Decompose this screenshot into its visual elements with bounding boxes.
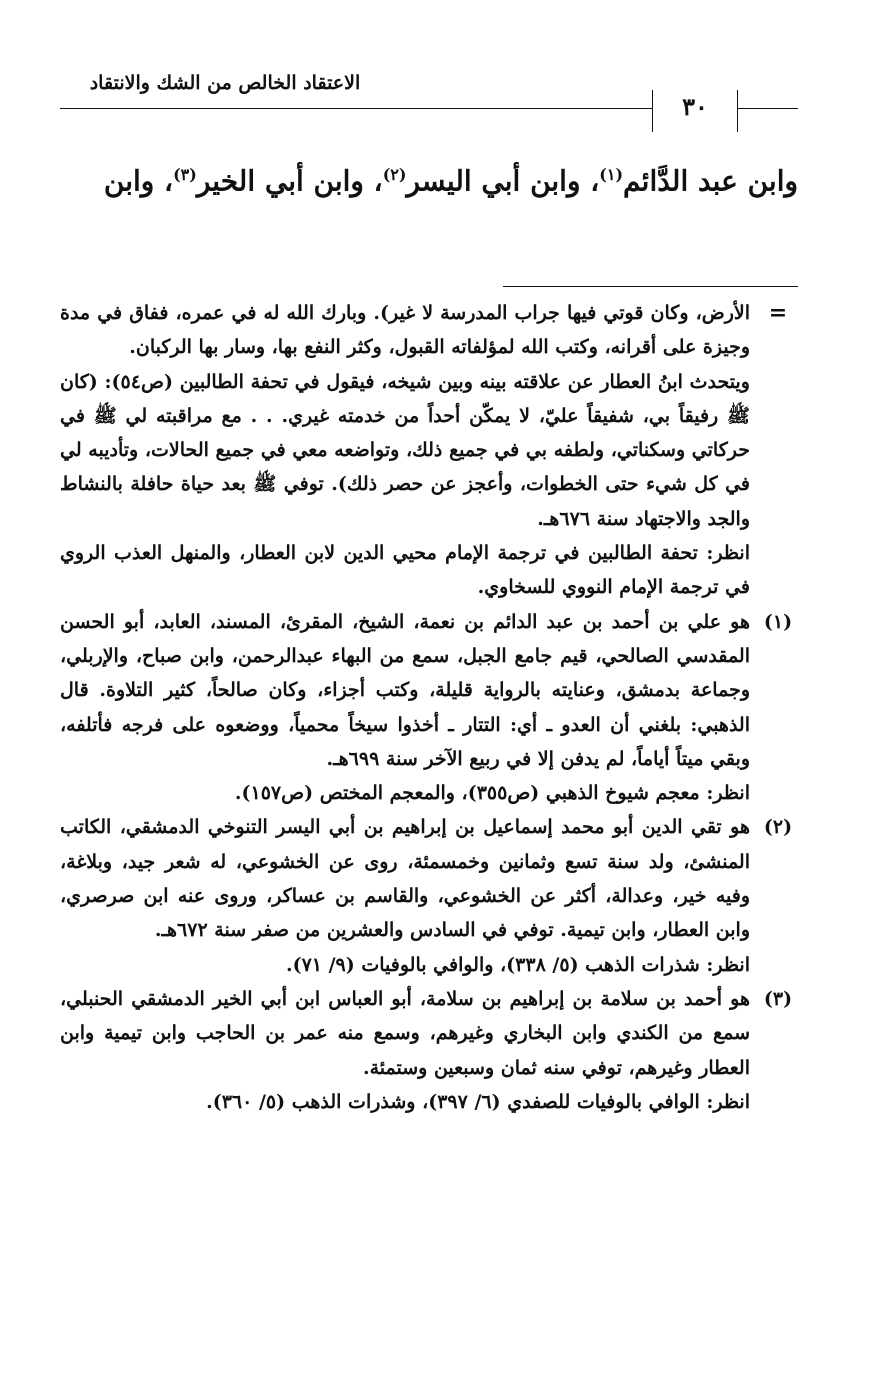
footnote-paragraph: انظر: معجم شيوخ الذهبي (ص٣٥٥)، والمعجم المختص (ص١٥٧).	[234, 782, 750, 805]
footnote-paragraph: انظر: تحفة الطالبين في ترجمة الإمام محيي الدين لابن العطار، والمنهل العذب الروي في ترجمة الإمام النووي للسخاوي.	[60, 542, 750, 599]
main-text-segment: وابن عبد الدَّائم	[623, 164, 798, 198]
footnote-2	[60, 810, 798, 981]
footnote-1	[60, 605, 798, 811]
footnote-number: (٢)	[763, 816, 793, 839]
main-text-line	[60, 148, 798, 208]
footnote-number: (٣)	[763, 987, 793, 1010]
footnote-ref: (٣)	[173, 165, 197, 184]
page-number: ٣٠	[682, 92, 708, 121]
footnote-ref: (١)	[599, 165, 624, 184]
footnote-separator	[503, 286, 798, 287]
footnote-paragraph: الأرض، وكان قوتي فيها جراب المدرسة لا غير). وبارك الله له في عمره، ففاق في مدة وجيزة على أقرانه، وكتب الله لمؤلفاته القبول، وكثر النفع بها، وسار بها الركبان.	[60, 302, 750, 359]
footnote-paragraph: هو علي بن أحمد بن عبد الدائم بن نعمة، الشيخ، المقرئ، المسند، العابد، أبو الحسن المقدسي الصالحي، قيم جامع الجبل، سمع من البهاء عبدالرحمن، وابن صباح، والإربلي، وجماعة بدمشق، وعنايته بالرواية قليلة، وكتب أجزاء، وكان صالحاً، كثير التلاوة. قال الذهبي: بلغني أن العدو ـ أي: التتار ـ أخذوا سيخاً محمياً، ووضعوه على فرجه فأتلفه، وبقي ميتاً أياماً، لم يدفن إلا في ربيع الآخر سنة ٦٩٩هـ.	[60, 610, 750, 770]
footnote-3	[60, 982, 798, 1119]
footnote-ref: (٢)	[382, 165, 407, 184]
footnote-paragraph: هو أحمد بن سلامة بن إبراهيم بن سلامة، أبو العباس ابن أبي الخير الدمشقي الحنبلي، سمع من الكندي وابن البخاري وغيرهم، وسمع منه عمر بن الحاجب وابن تيمية وابن العطار وغيرهم، توفي سنه ثمان وسبعين وستمئة.	[60, 987, 750, 1079]
footnote-paragraph: ويتحدث ابنُ العطار عن علاقته بينه وبين شيخه، فيقول في تحفة الطالبين (ص٥٤): (كان ﷺ رفيقاً بي، شفيقاً عليّ، لا يمكّن أحداً من خدمته غيري. . . مع مراقبته لي ﷺ في حركاتي وسكناتي، ولطفه بي في جميع ذلك، وتواضعه معي في جميع الحالات، وتأديبه لي في كل شيء حتى الخطوات، وأعجز عن حصر ذلك). توفي ﷺ بعد حياة حافلة بالنشاط والجد والاجتهاد سنة ٦٧٦هـ.	[60, 370, 750, 530]
footnote-continuation	[60, 296, 798, 605]
footnote-paragraph: انظر: شذرات الذهب (٥/ ٣٣٨)، والوافي بالوفيات (٩/ ٧١).	[285, 953, 750, 976]
running-title: الاعتقاد الخالص من الشك والانتقاد	[89, 72, 361, 94]
footnote-paragraph: انظر: الوافي بالوفيات للصفدي (٦/ ٣٩٧)، وشذرات الذهب (٥/ ٣٦٠).	[206, 1090, 750, 1113]
main-text-segment: ، وابن	[103, 164, 174, 198]
header-rule	[60, 108, 652, 109]
footnote-number: (١)	[763, 610, 793, 633]
header-rule-right	[738, 108, 798, 109]
main-text-segment: ، وابن أبي اليسر	[406, 164, 600, 198]
footnote-paragraph: هو تقي الدين أبو محمد إسماعيل بن إبراهيم بن أبي اليسر التنوخي الدمشقي، الكاتب المنشئ، ولد سنة تسع وثمانين وخمسمئة، روى عن الخشوعي، له شعر جيد، وبلاغة، وفيه خير، وعدالة، أكثر عن الخشوعي، والقاسم بن عساكر، وروى عنه ابن صرصري، وابن العطار، وابن تيمية. توفي في السادس والعشرين من صفر سنة ٦٧٢هـ.	[60, 816, 750, 942]
continuation-marker: =	[768, 300, 788, 326]
footnotes	[60, 296, 798, 1119]
main-text-segment: ، وابن أبي الخير	[196, 164, 383, 198]
